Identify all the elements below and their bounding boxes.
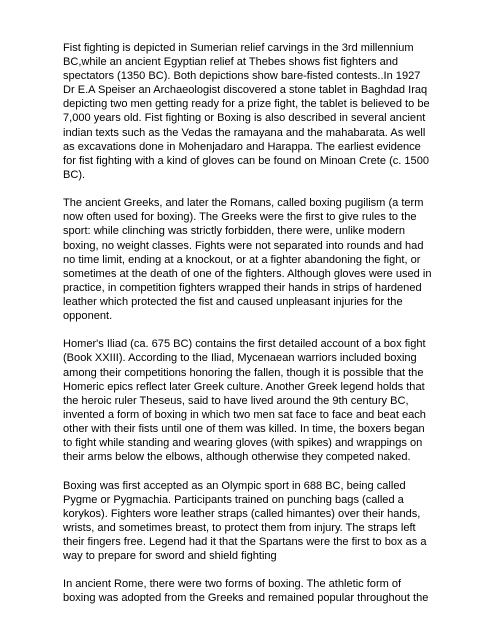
text-line: way to prepare for sword and shield fighting: [63, 549, 277, 562]
text-line: indian texts such as the Vedas the ramayana and the mahabarata. As well: [63, 126, 426, 139]
text-line: Homeric epics reflect later Greek culture. Another Greek legend holds that: [63, 380, 425, 393]
text-line: (Book XXIII). According to the Iliad, Mycenaean warriors included boxing: [63, 352, 417, 365]
text-line: other with their fists until one of them was killed. In time, the boxers began: [63, 422, 425, 435]
text-line: practice, in competition fighters wrapped their hands in strips of hardened: [63, 281, 422, 294]
text-line: to fight while standing and wearing gloves (with spikes) and wrappings on: [63, 437, 423, 450]
text-line: sport: while clinching was strictly forbidden, there were, unlike modern: [63, 225, 405, 238]
text-line: Homer's Iliad (ca. 675 BC) contains the first detailed account of a box fight: [63, 338, 426, 351]
text-line: korykos). Fighters wore leather straps (called himantes) over their hands,: [63, 507, 421, 520]
document-page: [63, 41, 463, 620]
text-line: sometimes at the death of one of the fighters. Although gloves were used in: [63, 267, 432, 280]
text-line: Pygme or Pygmachia. Participants trained on punching bags (called a: [63, 493, 404, 506]
text-line: boxing, no weight classes. Fights were not separated into rounds and had: [63, 239, 424, 252]
text-line: Dr E.A Speiser an Archaeologist discovered a stone tablet in Baghdad Iraq: [63, 84, 428, 97]
text-line: the heroic ruler Theseus, said to have lived around the 9th century BC,: [63, 394, 409, 407]
text-line: BC).: [63, 168, 86, 181]
paragraph-origins: [63, 41, 463, 182]
text-line: In ancient Rome, there were two forms of boxing. The athletic form of: [63, 578, 402, 591]
text-line: BC,while an ancient Egyptian relief at Thebes shows fist fighters and: [63, 56, 399, 69]
text-line: Fist fighting is depicted in Sumerian relief carvings in the 3rd millennium: [63, 42, 414, 54]
text-line: their fingers free. Legend had it that the Spartans were the first to box as a: [63, 535, 427, 548]
text-line: for fist fighting with a kind of gloves can be found on Minoan Crete (c. 1500: [63, 154, 429, 167]
text-line: Boxing was first accepted as an Olympic sport in 688 BC, being called: [63, 479, 406, 492]
paragraph-ancient-rome: [63, 577, 463, 605]
paragraph-homers-iliad: [63, 337, 463, 464]
text-line: depicting two men getting ready for a prize fight, the tablet is believed to be: [63, 98, 430, 111]
text-line: spectators (1350 BC). Both depictions show bare-fisted contests..In 1927: [63, 70, 421, 83]
text-line: their arms below the elbows, although otherwise they competed naked.: [63, 451, 411, 464]
text-line: no time limit, ending at a knockout, or at a fighter abandoning the fight, or: [63, 253, 421, 266]
text-line: among their competitions honoring the fallen, though it is possible that the: [63, 366, 424, 379]
paragraph-greeks-romans: [63, 196, 463, 323]
text-line: invented a form of boxing in which two men sat face to face and beat each: [63, 408, 426, 421]
text-line: as excavations done in Mohenjadaro and Harappa. The earliest evidence: [63, 140, 421, 153]
text-line: The ancient Greeks, and later the Romans, called boxing pugilism (a term: [63, 197, 424, 210]
text-line: boxing was adopted from the Greeks and remained popular throughout the: [63, 592, 429, 605]
text-line: wrists, and sometimes breast, to protect them from injury. The straps left: [63, 521, 416, 534]
text-line: leather which protected the fist and caused unpleasant injuries for the: [63, 295, 403, 308]
text-line: opponent.: [63, 309, 113, 322]
paragraph-olympic-sport: [63, 479, 463, 564]
text-line: 7,000 years old. Fist fighting or Boxing is also described in several ancient: [63, 112, 426, 125]
text-line: now often used for boxing). The Greeks were the first to give rules to the: [63, 211, 417, 224]
